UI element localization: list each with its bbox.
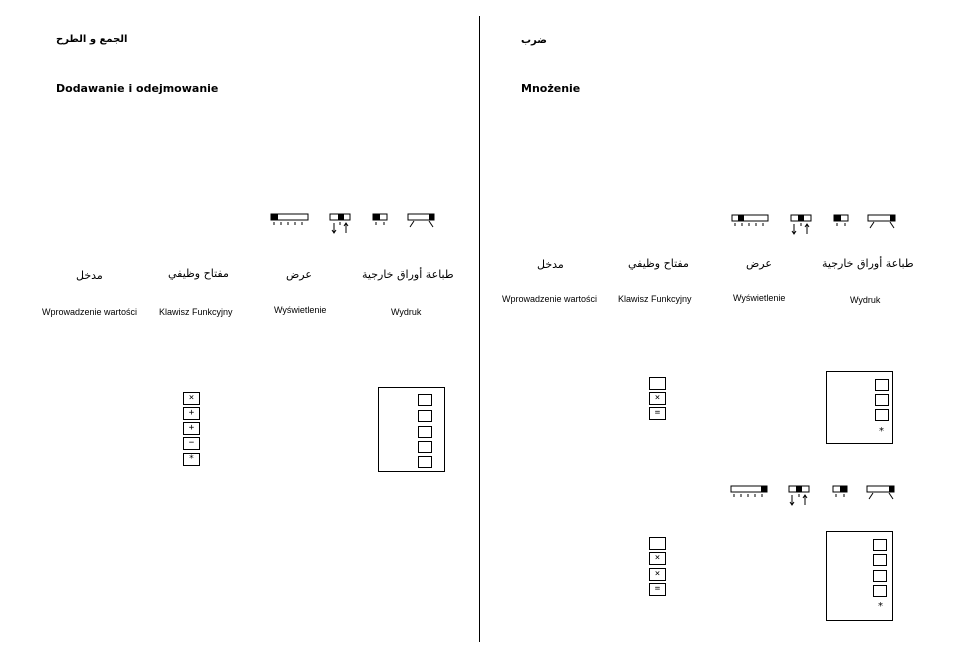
label-input-ar: مدخل (537, 258, 564, 271)
function-key: + (183, 422, 200, 435)
right-switch-settings-2 (728, 482, 900, 510)
tape-cell (875, 394, 889, 406)
right-arabic-title: ضرب (521, 35, 547, 46)
printout-tape (826, 371, 893, 444)
tape-cell (873, 554, 887, 566)
label-printout-pl: Wydruk (850, 295, 881, 305)
label-function-key-pl: Klawisz Funkcyjny (618, 294, 692, 304)
label-display-pl: Wyświetlenie (274, 305, 327, 315)
page-divider (479, 16, 480, 642)
function-key: = (649, 583, 666, 596)
label-display-pl: Wyświetlenie (733, 293, 786, 303)
right-switch-settings-1 (729, 211, 901, 239)
label-printout-ar: طباعة أوراق خارجية (362, 268, 454, 281)
tape-cell (875, 379, 889, 391)
label-printout-pl: Wydruk (391, 307, 422, 317)
left-title: Dodawanie i odejmowanie (56, 82, 219, 95)
function-key: + (183, 407, 200, 420)
tape-total-mark: * (878, 601, 883, 612)
printout-tape (826, 531, 893, 621)
right-title: Mnożenie (521, 82, 581, 95)
tape-cell (418, 456, 432, 468)
printout-tape (378, 387, 445, 472)
label-display-ar: عرض (286, 268, 312, 281)
function-key: × (183, 392, 200, 405)
left-switch-settings (268, 210, 440, 238)
tape-cell (418, 394, 432, 406)
label-function-key-ar: مفتاح وظيفي (628, 257, 689, 270)
left-arabic-title: الجمع و الطرح (56, 34, 128, 45)
function-key (649, 537, 666, 550)
function-key: − (183, 437, 200, 450)
function-key: × (649, 568, 666, 581)
tape-cell (418, 410, 432, 422)
function-key (649, 377, 666, 390)
label-display-ar: عرض (746, 257, 772, 270)
tape-cell (875, 409, 889, 421)
label-input-pl: Wprowadzenie wartości (42, 307, 138, 317)
label-input-pl: Wprowadzenie wartości (502, 294, 598, 304)
label-printout-ar: طباعة أوراق خارجية (822, 257, 914, 270)
tape-total-mark: * (879, 426, 884, 437)
tape-cell (418, 441, 432, 453)
function-key: × (649, 392, 666, 405)
function-key: * (183, 453, 200, 466)
label-function-key-pl: Klawisz Funkcyjny (159, 307, 233, 317)
tape-cell (873, 539, 887, 551)
function-key: = (649, 407, 666, 420)
label-input-ar: مدخل (76, 269, 103, 282)
tape-cell (873, 585, 887, 597)
label-function-key-ar: مفتاح وظيفي (168, 267, 229, 280)
function-key: × (649, 552, 666, 565)
decimal-slider-switch (732, 215, 768, 221)
tape-cell (873, 570, 887, 582)
tape-cell (418, 426, 432, 438)
